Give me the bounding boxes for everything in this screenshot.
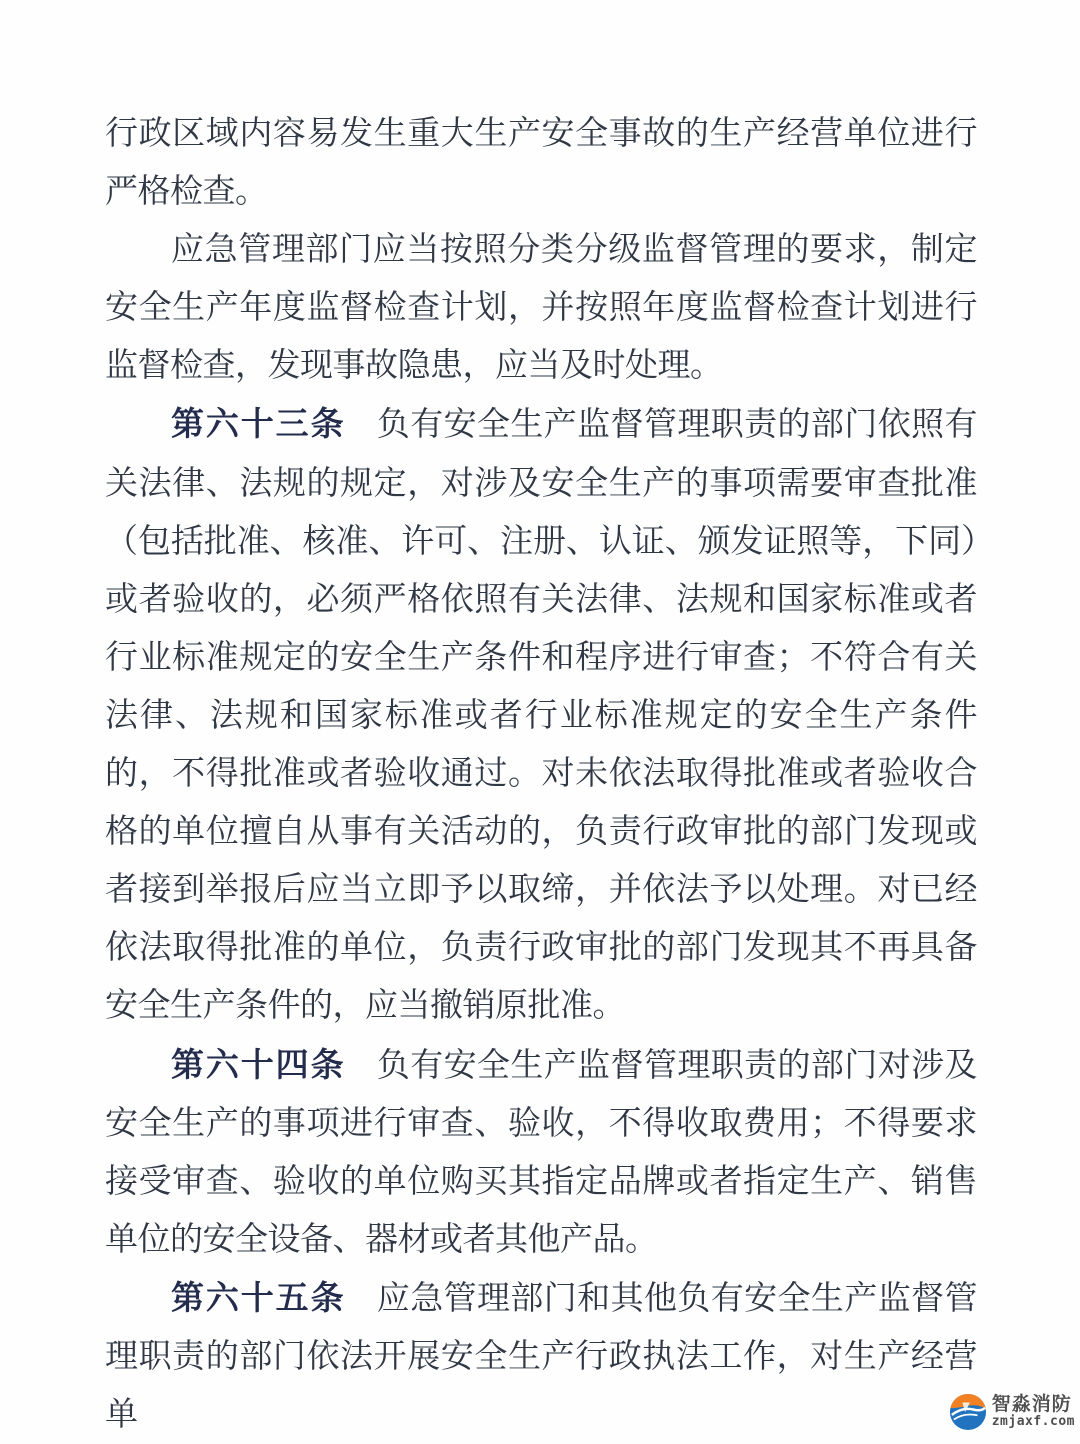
paragraph-text: 负有安全生产监督管理职责的部门依照有关法律、法规的规定，对涉及安全生产的事项需要审查批准（包括批准、核准、许可、注册、认证、颁发证照等，下同）或者验收的，必须严格依照有关法律、法规和国家标准或者行业标准规定的安全生产条件和程序进行审查；不符合有关法律、法规和国家标准或者行业标准规定的安全生产条件的，不得批准或者验收通过。对未依法取得批准或者验收合格的单位擅自从事有关活动的，负责行政审批的部门发现或者接到举报后应当立即予以取缔，并依法予以处理。对已经依法取得批准的单位，负责行政审批的部门发现其不再具备安全生产条件的，应当撤销原批准。: [105, 407, 978, 1025]
watermark-text: [992, 1395, 1075, 1429]
paragraph-text: 负有安全生产监督管理职责的部门对涉及安全生产的事项进行审查、验收，不得收取费用；不得要求接受审查、验收的单位购买其指定品牌或者指定生产、销售单位的安全设备、器材或者其他产品。: [105, 1047, 978, 1258]
watermark-brand: 智淼消防: [991, 1394, 1072, 1416]
paragraph: [105, 221, 977, 395]
document-body: [105, 105, 977, 1444]
watermark: [949, 1393, 1075, 1431]
paragraph: [105, 105, 977, 221]
paragraph: [105, 1036, 977, 1269]
paragraph-text: 应急管理部门和其他负有安全生产监督管理职责的部门依法开展安全生产行政执法工作，对生产经营单: [105, 1280, 978, 1434]
article-number: 第六十五条: [171, 1278, 346, 1316]
paragraph-text: 应急管理部门应当按照分类分级监督管理的要求，制定安全生产年度监督检查计划，并按照年度监督检查计划进行监督检查，发现事故隐患，应当及时处理。: [105, 232, 977, 385]
zhimiao-logo-icon: [949, 1393, 987, 1431]
article-number: 第六十三条: [171, 405, 346, 443]
paragraph: [105, 395, 977, 1035]
watermark-site: zmjaxf.com: [991, 1414, 1075, 1430]
paragraph: [105, 1269, 977, 1444]
paragraph-text: 行政区域内容易发生重大生产安全事故的生产经营单位进行严格检查。: [105, 116, 977, 211]
article-number: 第六十四条: [171, 1045, 346, 1083]
